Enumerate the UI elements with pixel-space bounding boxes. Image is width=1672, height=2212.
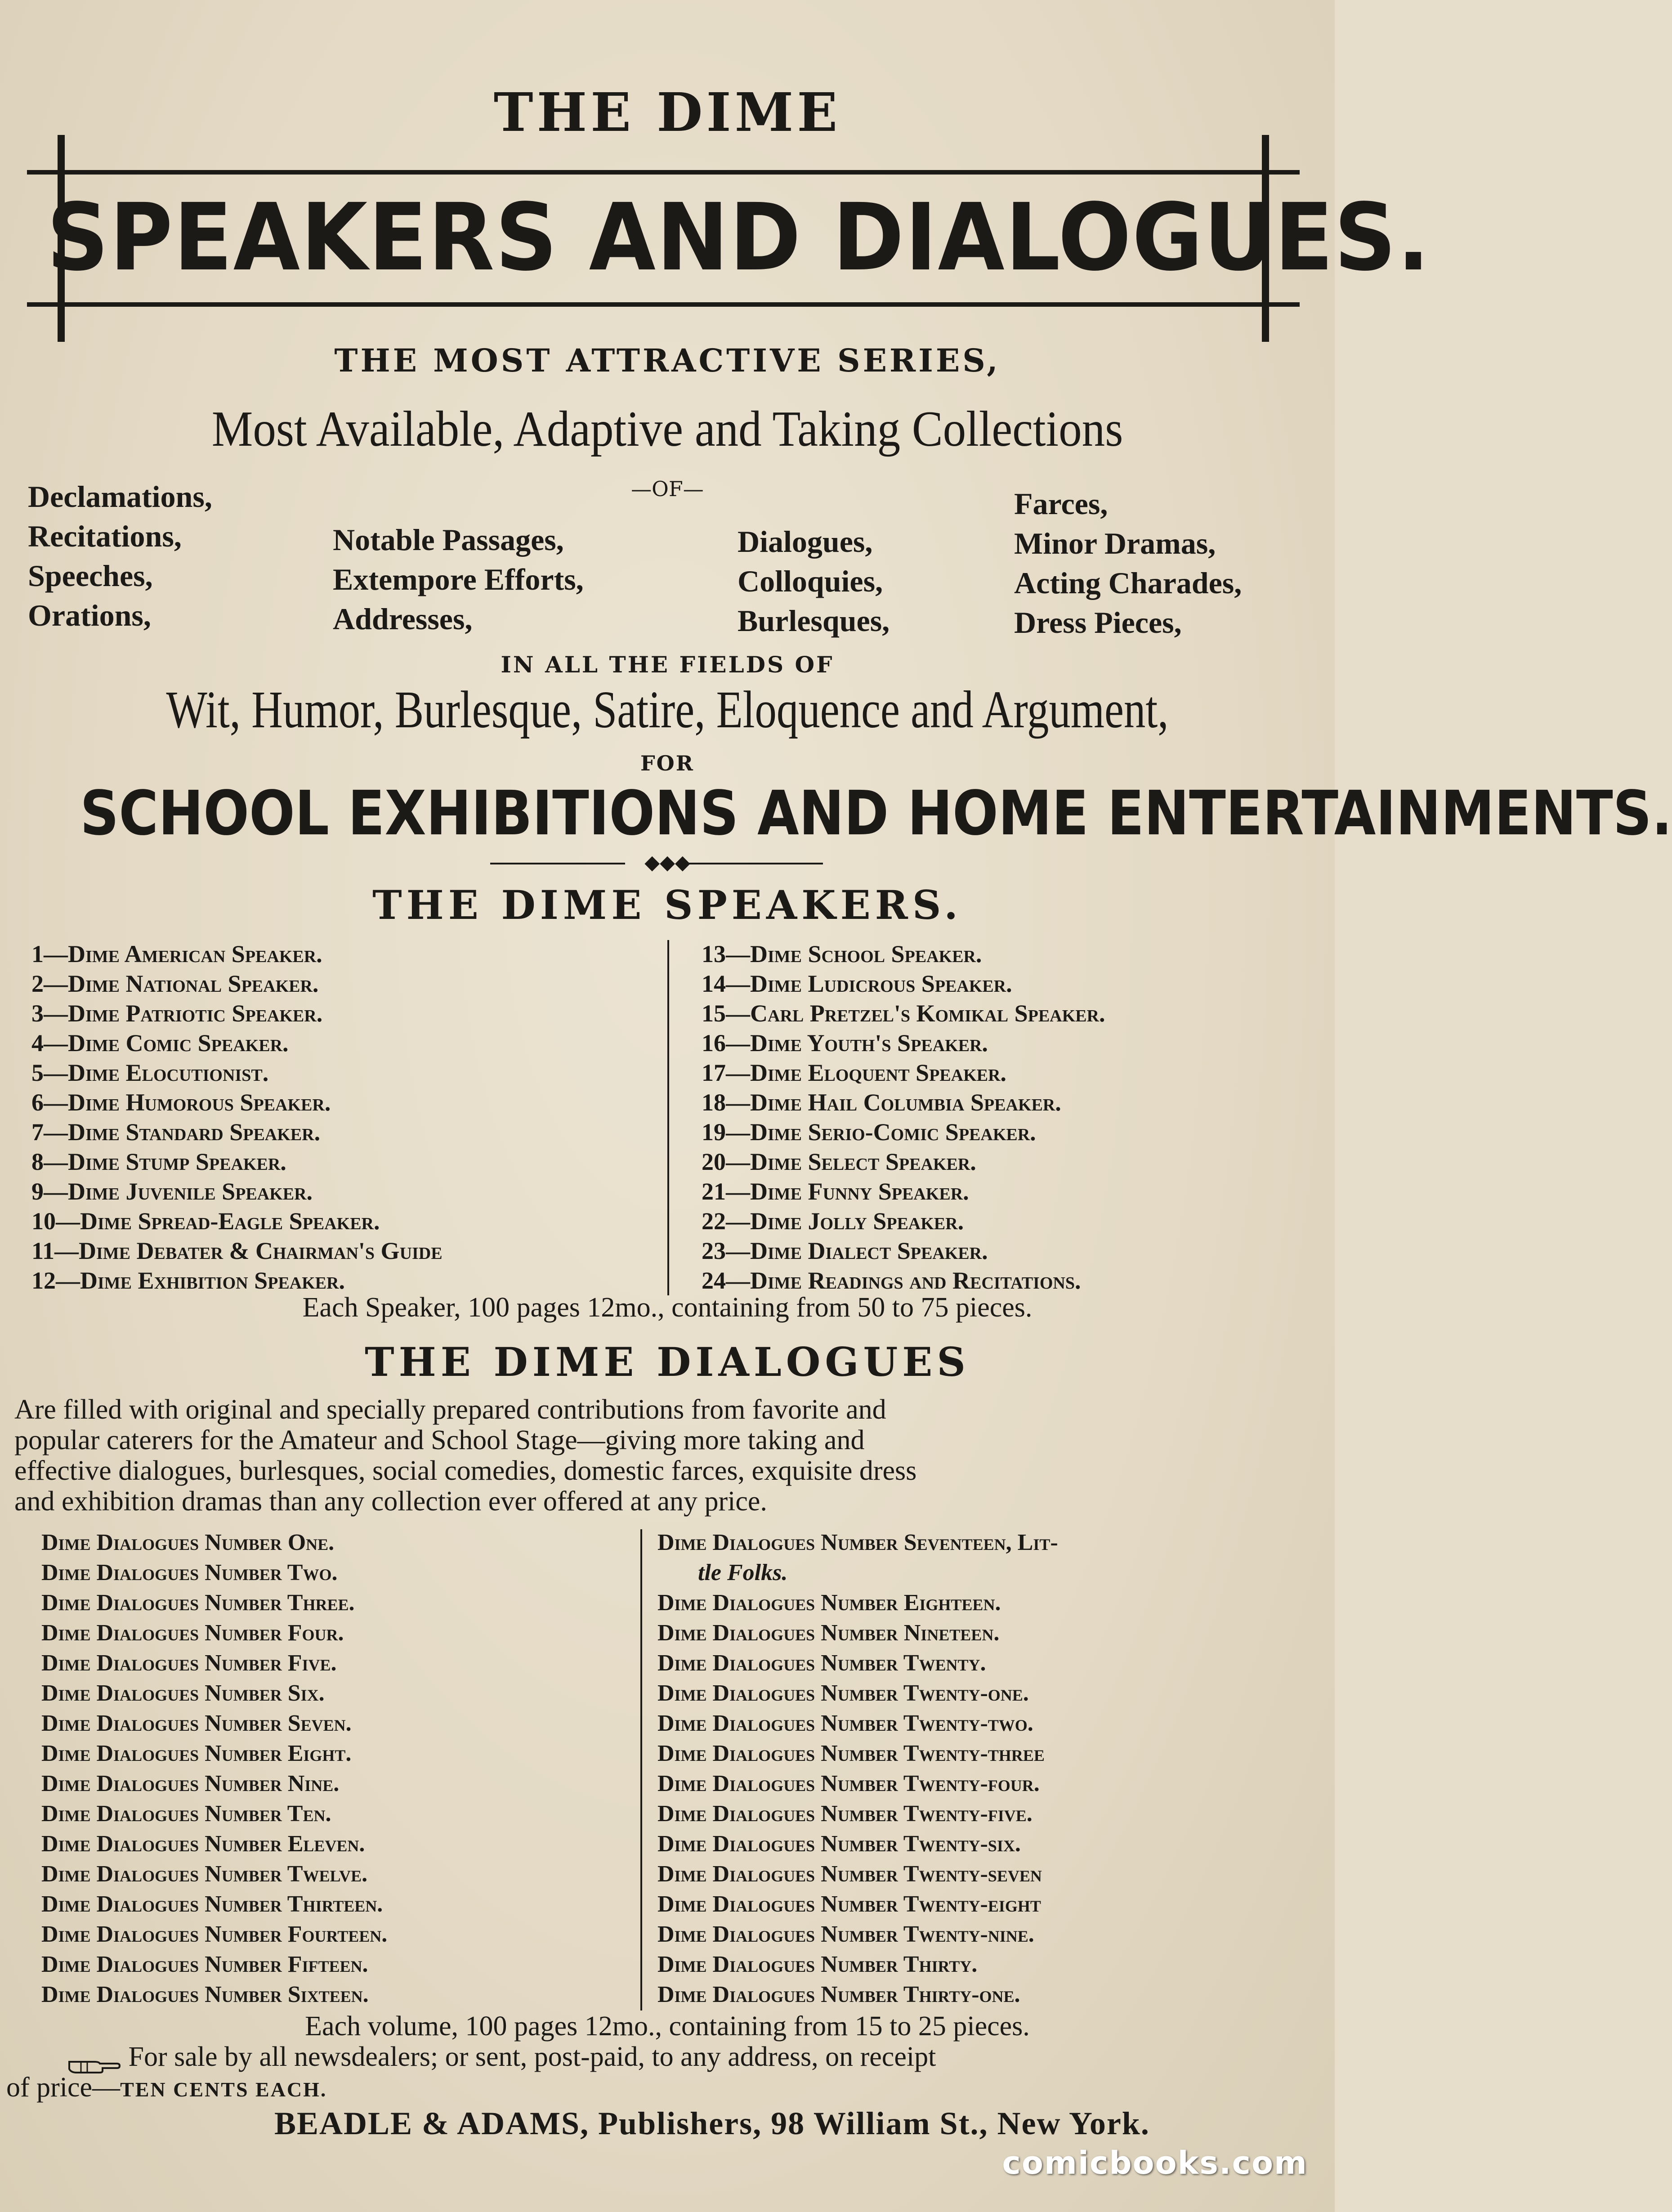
paragraph-line: popular caterers for the Amateur and School Stage—giving more taking and [14, 1425, 865, 1455]
list-item: Dime Dialogues Number Seven. [41, 1710, 352, 1736]
speakers-divider [667, 940, 669, 1295]
category-item: Extempore Efforts, [333, 562, 584, 596]
speakers-list-left [31, 939, 443, 1295]
list-item: Dime Dialogues Number Twenty-nine. [657, 1921, 1034, 1947]
list-item: Dime Dialogues Number Five. [41, 1650, 337, 1676]
list-item: Dime Dialogues Number One. [41, 1530, 335, 1555]
publisher-line: BEADLE & ADAMS, Publishers, 98 William St., New York. [274, 2105, 1150, 2141]
category-item: Orations, [28, 598, 151, 632]
list-item: Dime Dialogues Number Two. [41, 1560, 338, 1585]
list-item: 24—Dime Readings and Recitations. [702, 1267, 1081, 1294]
dialogues-note: Each volume, 100 pages 12mo., containing from 15 to 25 pieces. [305, 2011, 1030, 2042]
list-item: 21—Dime Funny Speaker. [702, 1178, 969, 1205]
category-column-4 [1014, 484, 1242, 642]
category-item: Notable Passages, [333, 523, 564, 557]
category-item: Farces, [1014, 487, 1108, 521]
list-item: Dime Dialogues Number Four. [41, 1620, 344, 1646]
list-item: 18—Dime Hail Columbia Speaker. [702, 1089, 1061, 1116]
fields-line: IN ALL THE FIELDS OF [501, 651, 834, 678]
ornament-diamonds: ◆◆◆ [644, 851, 690, 874]
for-line: FOR [640, 751, 694, 775]
paragraph-line: Are filled with original and specially prepared contributions from favorite and [14, 1394, 886, 1425]
kicker-title: THE DIME [493, 81, 841, 143]
list-item: 10—Dime Spread-Eagle Speaker. [31, 1208, 380, 1235]
list-item: 17—Dime Eloquent Speaker. [702, 1059, 1006, 1086]
category-item: Minor Dramas, [1014, 526, 1216, 560]
dialogues-list-left [41, 1527, 387, 2010]
category-column-1 [28, 477, 212, 635]
list-item: 13—Dime School Speaker. [702, 940, 982, 967]
list-item-continuation: tle Folks. [698, 1560, 788, 1585]
category-column-2 [333, 520, 584, 639]
list-item: 9—Dime Juvenile Speaker. [31, 1178, 313, 1205]
list-item: Dime Dialogues Number Nineteen. [657, 1620, 1000, 1646]
collections-line: Most Available, Adaptive and Taking Collections [211, 401, 1123, 457]
list-item: Dime Dialogues Number Twenty-eight [657, 1891, 1041, 1917]
dialogues-title: THE DIME DIALOGUES [365, 1339, 970, 1385]
list-item: Dime Dialogues Number Eight. [41, 1741, 352, 1766]
dialogues-list-right [657, 1527, 1058, 2010]
list-item: Dime Dialogues Number Nine. [41, 1771, 340, 1796]
dialogues-divider [640, 1529, 642, 2011]
category-item: Burlesques, [738, 604, 890, 638]
of-line: —OF— [631, 477, 704, 501]
sale-line-2 [6, 2072, 327, 2104]
list-item: 15—Carl Pretzel's Komikal Speaker. [702, 1000, 1105, 1027]
wit-line: Wit, Humor, Burlesque, Satire, Eloquence and Argument, [166, 680, 1169, 739]
list-item: Dime Dialogues Number Eleven. [41, 1831, 365, 1857]
price-text: TEN CENTS EACH. [120, 2078, 327, 2101]
list-item: Dime Dialogues Number Twelve. [41, 1861, 368, 1887]
list-item: 7—Dime Standard Speaker. [31, 1119, 321, 1146]
list-item: Dime Dialogues Number Thirty-one. [657, 1982, 1020, 2007]
sale-line-1 [67, 2041, 936, 2073]
list-item: Dime Dialogues Number Thirteen. [41, 1891, 383, 1917]
list-item: 14—Dime Ludicrous Speaker. [702, 970, 1012, 997]
list-item: 5—Dime Elocutionist. [31, 1059, 269, 1086]
list-item: Dime Dialogues Number Twenty-three [657, 1741, 1045, 1766]
list-item: Dime Dialogues Number Twenty-four. [657, 1771, 1040, 1796]
paragraph-line: and exhibition dramas than any collection ever offered at any price. [14, 1486, 767, 1517]
title-rule-top [27, 170, 1300, 175]
list-item: 23—Dime Dialect Speaker. [702, 1237, 988, 1264]
list-item: 19—Dime Serio-Comic Speaker. [702, 1119, 1036, 1146]
list-item: Dime Dialogues Number Six. [41, 1680, 325, 1706]
list-item: Dime Dialogues Number Thirty. [657, 1952, 978, 1977]
list-item: Dime Dialogues Number Eighteen. [657, 1590, 1001, 1616]
list-item: 2—Dime National Speaker. [31, 970, 319, 997]
sale-text-prefix: of price— [6, 2072, 121, 2103]
list-item: Dime Dialogues Number Ten. [41, 1801, 331, 1827]
speakers-title: THE DIME SPEAKERS. [372, 882, 962, 928]
list-item: Dime Dialogues Number Sixteen. [41, 1982, 369, 2007]
list-item: 12—Dime Exhibition Speaker. [31, 1267, 345, 1294]
category-item: Colloquies, [738, 564, 883, 598]
dialogues-description [14, 1394, 1301, 1517]
list-item: 8—Dime Stump Speaker. [31, 1148, 286, 1175]
speakers-note: Each Speaker, 100 pages 12mo., containing from 50 to 75 pieces. [302, 1292, 1033, 1323]
category-item: Dress Pieces, [1014, 605, 1182, 640]
list-item: 6—Dime Humorous Speaker. [31, 1089, 331, 1116]
paragraph-line: effective dialogues, burlesques, social comedies, domestic farces, exquisite dress [14, 1455, 917, 1486]
category-item: Addresses, [333, 602, 473, 636]
list-item: Dime Dialogues Number Fifteen. [41, 1952, 368, 1977]
list-item: Dime Dialogues Number Twenty-seven [657, 1861, 1042, 1887]
list-item: 11—Dime Debater & Chairman's Guide [31, 1237, 443, 1264]
list-item: 4—Dime Comic Speaker. [31, 1030, 289, 1057]
category-item: Speeches, [28, 559, 153, 593]
list-item: 16—Dime Youth's Speaker. [702, 1030, 988, 1057]
list-item: 3—Dime Patriotic Speaker. [31, 1000, 323, 1027]
category-item: Dialogues, [738, 524, 873, 559]
list-item: 22—Dime Jolly Speaker. [702, 1208, 964, 1235]
list-item: Dime Dialogues Number Twenty-one. [657, 1680, 1029, 1706]
list-item: Dime Dialogues Number Twenty-two. [657, 1710, 1033, 1736]
list-item: Dime Dialogues Number Twenty. [657, 1650, 986, 1676]
series-line: THE MOST ATTRACTIVE SERIES, [334, 342, 1001, 379]
category-column-3 [738, 522, 890, 640]
pointing-hand-icon [67, 2051, 121, 2069]
sale-text: For sale by all newsdealers; or sent, post-paid, to any address, on receipt [128, 2042, 936, 2072]
list-item: 1—Dime American Speaker. [31, 940, 322, 967]
main-title: SPEAKERS AND DIALOGUES. [46, 184, 1431, 291]
category-item: Recitations, [28, 519, 182, 553]
category-item: Declamations, [28, 479, 212, 514]
list-item: Dime Dialogues Number Fourteen. [41, 1921, 388, 1947]
category-item: Acting Charades, [1014, 566, 1242, 600]
list-item: 20—Dime Select Speaker. [702, 1148, 976, 1175]
title-rule-bottom [27, 302, 1300, 307]
school-line: SCHOOL EXHIBITIONS AND HOME ENTERTAINMENTS. [80, 778, 1672, 849]
list-item: Dime Dialogues Number Twenty-six. [657, 1831, 1021, 1857]
list-item: Dime Dialogues Number Seventeen, Lit- [657, 1530, 1058, 1555]
list-item: Dime Dialogues Number Twenty-five. [657, 1801, 1033, 1827]
speakers-list-right [702, 939, 1105, 1295]
site-watermark: comicbooks.com [1002, 2145, 1308, 2181]
list-item: Dime Dialogues Number Three. [41, 1590, 355, 1616]
